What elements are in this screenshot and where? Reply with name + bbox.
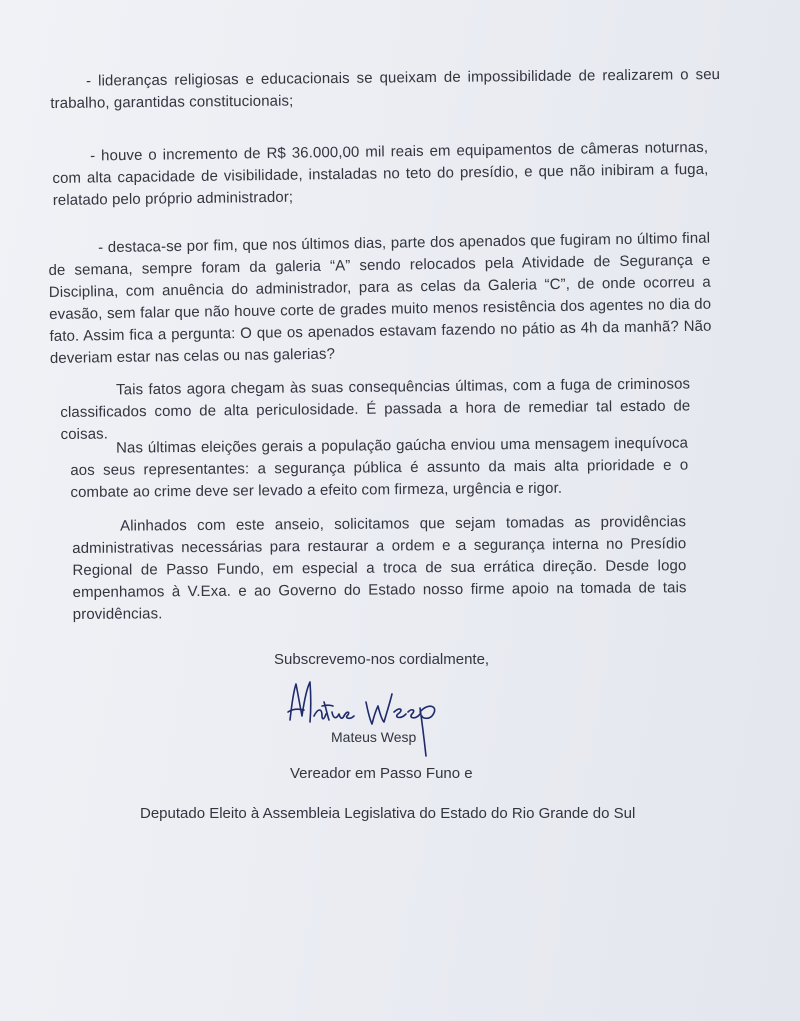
paragraph-camera-investment: - houve o incremento de R$ 36.000,00 mil reais em equipamentos de câmeras noturnas, com alta capacidade de visibilidade, instaladas no teto do presídio, e que não inibiram a fuga, relatado pelo próprio administrador; bbox=[52, 138, 709, 209]
paragraph-inmate-relocation: - destaca-se por fim, que nos últimos dias, parte dos apenados que fugiram no último final de semana, sempre foram da galeria “A” sendo relocados pela Atividade de Segurança e Disciplina, com anuência do administrador, para as celas da Galeria “C”, de onde ocorreu a evasão, sem falar que não houve corte de grades muito menos resistência dos agentes no dia do fato. Assim fica a pergunta: O que os apenados estavam fazendo no pátio as 4h da manhã? Não deveriam estar nas celas ou nas galerias? bbox=[48, 229, 712, 367]
signer-role-deputy: Deputado Eleito à Assembleia Legislativa do Estado do Rio Grande do Sul bbox=[140, 805, 636, 822]
paragraph-elections: Nas últimas eleições gerais a população gaúcha enviou uma mensagem inequívoca aos seus representantes: a segurança pública é assunto da mais alta prioridade e o combate ao crime deve ser levado a efeito com firmeza, urgência e rigor. bbox=[70, 434, 689, 501]
signer-name: Mateus Wesp bbox=[331, 729, 417, 745]
paragraph-consequences: Tais fatos agora chegam às suas consequências últimas, com a fuga de criminosos classificados como de alta periculosidade. É passada a hora de remediar tal estado de coisas. bbox=[60, 375, 691, 443]
paragraph-religious-leaders: - lideranças religiosas e educacionais se queixam de impossibilidade de realizarem o seu trabalho, garantidas constitucionais; bbox=[50, 65, 721, 112]
handwritten-signature bbox=[280, 672, 460, 762]
signer-role-councilman: Vereador em Passo Funo e bbox=[290, 765, 473, 782]
paragraph-request: Alinhados com este anseio, solicitamos que sejam tomadas as providências administrativas necessárias para restaurar a ordem e a segurança interna no Presídio Regional de Passo Fundo, em especial a troca de sua errática direção. Desde logo empenhamos à V.Exa. e ao Governo do Estado nosso firme apoio na tomada de tais providências. bbox=[72, 513, 687, 623]
closing-salutation: Subscrevemo-nos cordialmente, bbox=[274, 651, 490, 668]
